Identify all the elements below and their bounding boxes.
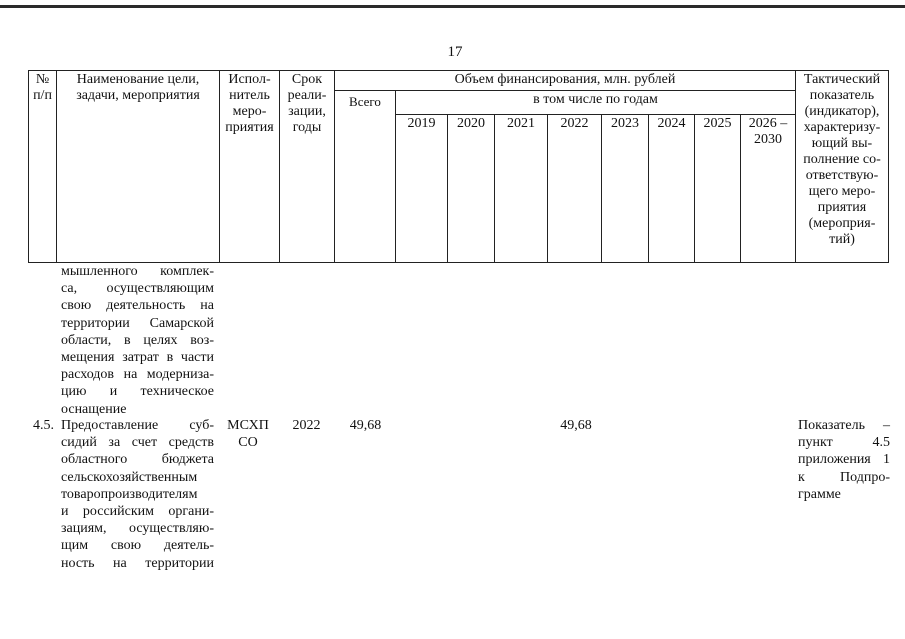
header-term: Срок реали- зации, годы (280, 71, 335, 263)
text-line: са, осуществляющим (61, 281, 214, 297)
text-line: сельскохозяйственным (61, 469, 198, 485)
text-line: мещения затрат в части (61, 350, 214, 366)
header-name: Наименование цели, задачи, мероприятия (57, 71, 220, 263)
text-line: ность на территории (61, 555, 214, 571)
header-indicator: Тактический показатель (индикатор), характеризу- ющий вы- полнение со- ответствую- щего меро- приятия (мероприя- тий) (796, 71, 889, 263)
header-year-2024: 2024 (649, 115, 695, 263)
text-line: МСХП (227, 418, 269, 433)
text-line: и российским органи- (61, 504, 214, 520)
header-year-2022: 2022 (548, 115, 602, 263)
header-by-years: в том числе по годам (396, 91, 796, 115)
row-executor (219, 417, 277, 451)
text-line: сидий за счет средств (61, 435, 214, 451)
text-line: территории Самарской (61, 315, 214, 331)
continuation-text (61, 263, 214, 418)
row-term: 2022 (292, 418, 321, 433)
text-line: Показатель – (798, 418, 890, 433)
header-year-2019: 2019 (396, 115, 448, 263)
text-line: области, в целях воз- (61, 332, 214, 348)
page-number: 17 (447, 44, 463, 60)
header-executor: Испол- нитель меро- приятия (220, 71, 280, 263)
header-year-2026-2030: 2026 – 2030 (741, 115, 796, 263)
header-financing: Объем финансирования, млн. рублей (335, 71, 796, 91)
row-number: 4.5. (33, 418, 54, 433)
text-line: свою деятельность на (61, 298, 214, 314)
header-total: Всего (335, 91, 396, 263)
text-line: Предоставление суб- (61, 418, 214, 433)
header-year-2025: 2025 (695, 115, 741, 263)
text-line: мышленного комплек- (61, 264, 214, 279)
row-name (61, 417, 214, 572)
financing-table-header (28, 70, 889, 263)
text-line: областного бюджета (61, 452, 214, 468)
text-line: зациям, осуществляю- (61, 521, 214, 537)
header-year-2020: 2020 (448, 115, 495, 263)
text-line: цию и техническое (61, 384, 214, 400)
row-year-2022: 49,68 (560, 418, 592, 433)
text-line: пункт 4.5 (798, 435, 890, 451)
text-line: грамме (798, 486, 841, 502)
row-total: 49,68 (349, 418, 382, 433)
header-num: № п/п (29, 71, 57, 263)
top-border-line (0, 5, 905, 8)
header-year-2023: 2023 (602, 115, 649, 263)
header-year-2021: 2021 (495, 115, 548, 263)
text-line: щим свою деятель- (61, 538, 214, 554)
text-line: приложения 1 (798, 452, 890, 468)
text-line: СО (238, 435, 258, 451)
text-line: к Подпро- (798, 469, 890, 485)
row-indicator (798, 417, 890, 503)
text-line: товаропроизводителям (61, 486, 198, 502)
text-line: расходов на модерниза- (61, 367, 214, 383)
text-line: оснащение (61, 401, 127, 417)
